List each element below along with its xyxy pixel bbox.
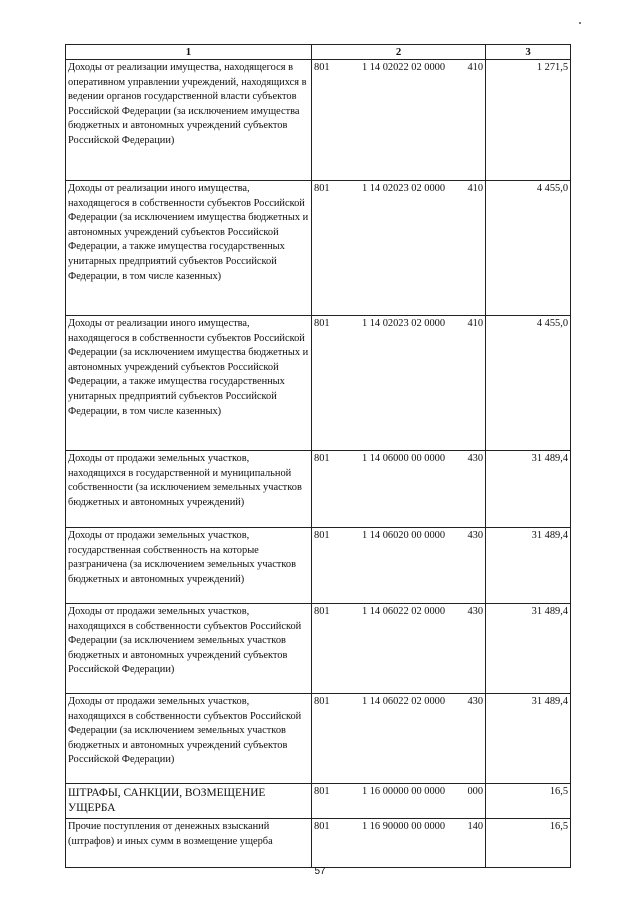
row-admin-code: 801 (312, 694, 348, 784)
row-kbk-code: 1 14 02022 02 0000 (348, 60, 460, 181)
row-kbk-code: 1 14 06022 02 0000 (348, 604, 460, 694)
row-description: Доходы от продажи земельных участков, находящихся в собственности субъектов Российской Федерации (за исключением земельных участков бюджетных и автономных учреждений субъектов Российской Федерации) (66, 694, 312, 784)
table-header-row (66, 45, 571, 60)
table-row (66, 316, 571, 451)
row-description: Доходы от продажи земельных участков, государственная собственность на которые разграничена (за исключением земельных участков бюджетных и автономных учреждений) (66, 528, 312, 604)
row-subtype-code: 140 (460, 819, 486, 868)
row-admin-code: 801 (312, 819, 348, 868)
table-row (66, 694, 571, 784)
header-col-1: 1 (66, 45, 312, 60)
row-admin-code: 801 (312, 784, 348, 819)
row-amount: 31 489,4 (486, 604, 571, 694)
page-number: 57 (314, 866, 326, 877)
row-description: Доходы от продажи земельных участков, находящихся в собственности субъектов Российской Федерации (за исключением земельных участков бюджетных и автономных учреждений субъектов Российской Федерации) (66, 604, 312, 694)
row-subtype-code: 410 (460, 316, 486, 451)
row-kbk-code: 1 14 02023 02 0000 (348, 181, 460, 316)
table-row (66, 819, 571, 868)
row-amount: 16,5 (486, 784, 571, 819)
row-kbk-code: 1 14 06020 00 0000 (348, 528, 460, 604)
row-amount: 31 489,4 (486, 528, 571, 604)
row-kbk-code: 1 16 00000 00 0000 (348, 784, 460, 819)
row-subtype-code: 410 (460, 181, 486, 316)
row-subtype-code: 430 (460, 528, 486, 604)
row-subtype-code: 430 (460, 604, 486, 694)
row-description: Доходы от реализации иного имущества, находящегося в собственности субъектов Российской Федерации (за исключением имущества бюджетных и автономных учреждений субъектов Российской Федерации, а также имущества государственных унитарных предприятий субъектов Российской Федерации, в том числе казенных) (66, 181, 312, 316)
row-description: Доходы от продажи земельных участков, находящихся в государственной и муниципальной собственности (за исключением земельных участков бюджетных и автономных учреждений) (66, 451, 312, 528)
scan-speck (579, 22, 581, 24)
row-subtype-code: 000 (460, 784, 486, 819)
row-amount: 4 455,0 (486, 181, 571, 316)
table-row (66, 451, 571, 528)
header-col-2: 2 (312, 45, 486, 60)
row-description: Доходы от реализации имущества, находящегося в оперативном управлении учреждений, находящихся в ведении органов государственной власти субъектов Российской Федерации (за исключением имущества бюджетных и автономных учреждений субъектов Российской Федерации) (66, 60, 312, 181)
row-amount: 1 271,5 (486, 60, 571, 181)
row-amount: 4 455,0 (486, 316, 571, 451)
row-kbk-code: 1 14 06022 02 0000 (348, 694, 460, 784)
table-row (66, 60, 571, 181)
row-admin-code: 801 (312, 60, 348, 181)
row-admin-code: 801 (312, 316, 348, 451)
row-kbk-code: 1 14 02023 02 0000 (348, 316, 460, 451)
row-description: Прочие поступления от денежных взысканий (штрафов) и иных сумм в возмещение ущерба (66, 819, 312, 868)
row-admin-code: 801 (312, 181, 348, 316)
row-amount: 16,5 (486, 819, 571, 868)
table-row (66, 784, 571, 819)
row-subtype-code: 410 (460, 60, 486, 181)
row-amount: 31 489,4 (486, 694, 571, 784)
row-kbk-code: 1 16 90000 00 0000 (348, 819, 460, 868)
row-admin-code: 801 (312, 604, 348, 694)
revenue-table (65, 44, 571, 868)
row-description: ШТРАФЫ, САНКЦИИ, ВОЗМЕЩЕНИЕ УЩЕРБА (66, 784, 312, 819)
header-col-3: 3 (486, 45, 571, 60)
row-description: Доходы от реализации иного имущества, находящегося в собственности субъектов Российской Федерации (за исключением имущества бюджетных и автономных учреждений субъектов Российской Федерации, а также имущества государственных унитарных предприятий субъектов Российской Федерации, в том числе казенных) (66, 316, 312, 451)
row-subtype-code: 430 (460, 451, 486, 528)
row-kbk-code: 1 14 06000 00 0000 (348, 451, 460, 528)
row-subtype-code: 430 (460, 694, 486, 784)
row-admin-code: 801 (312, 451, 348, 528)
row-admin-code: 801 (312, 528, 348, 604)
table-row (66, 181, 571, 316)
table-row (66, 528, 571, 604)
row-amount: 31 489,4 (486, 451, 571, 528)
table-row (66, 604, 571, 694)
